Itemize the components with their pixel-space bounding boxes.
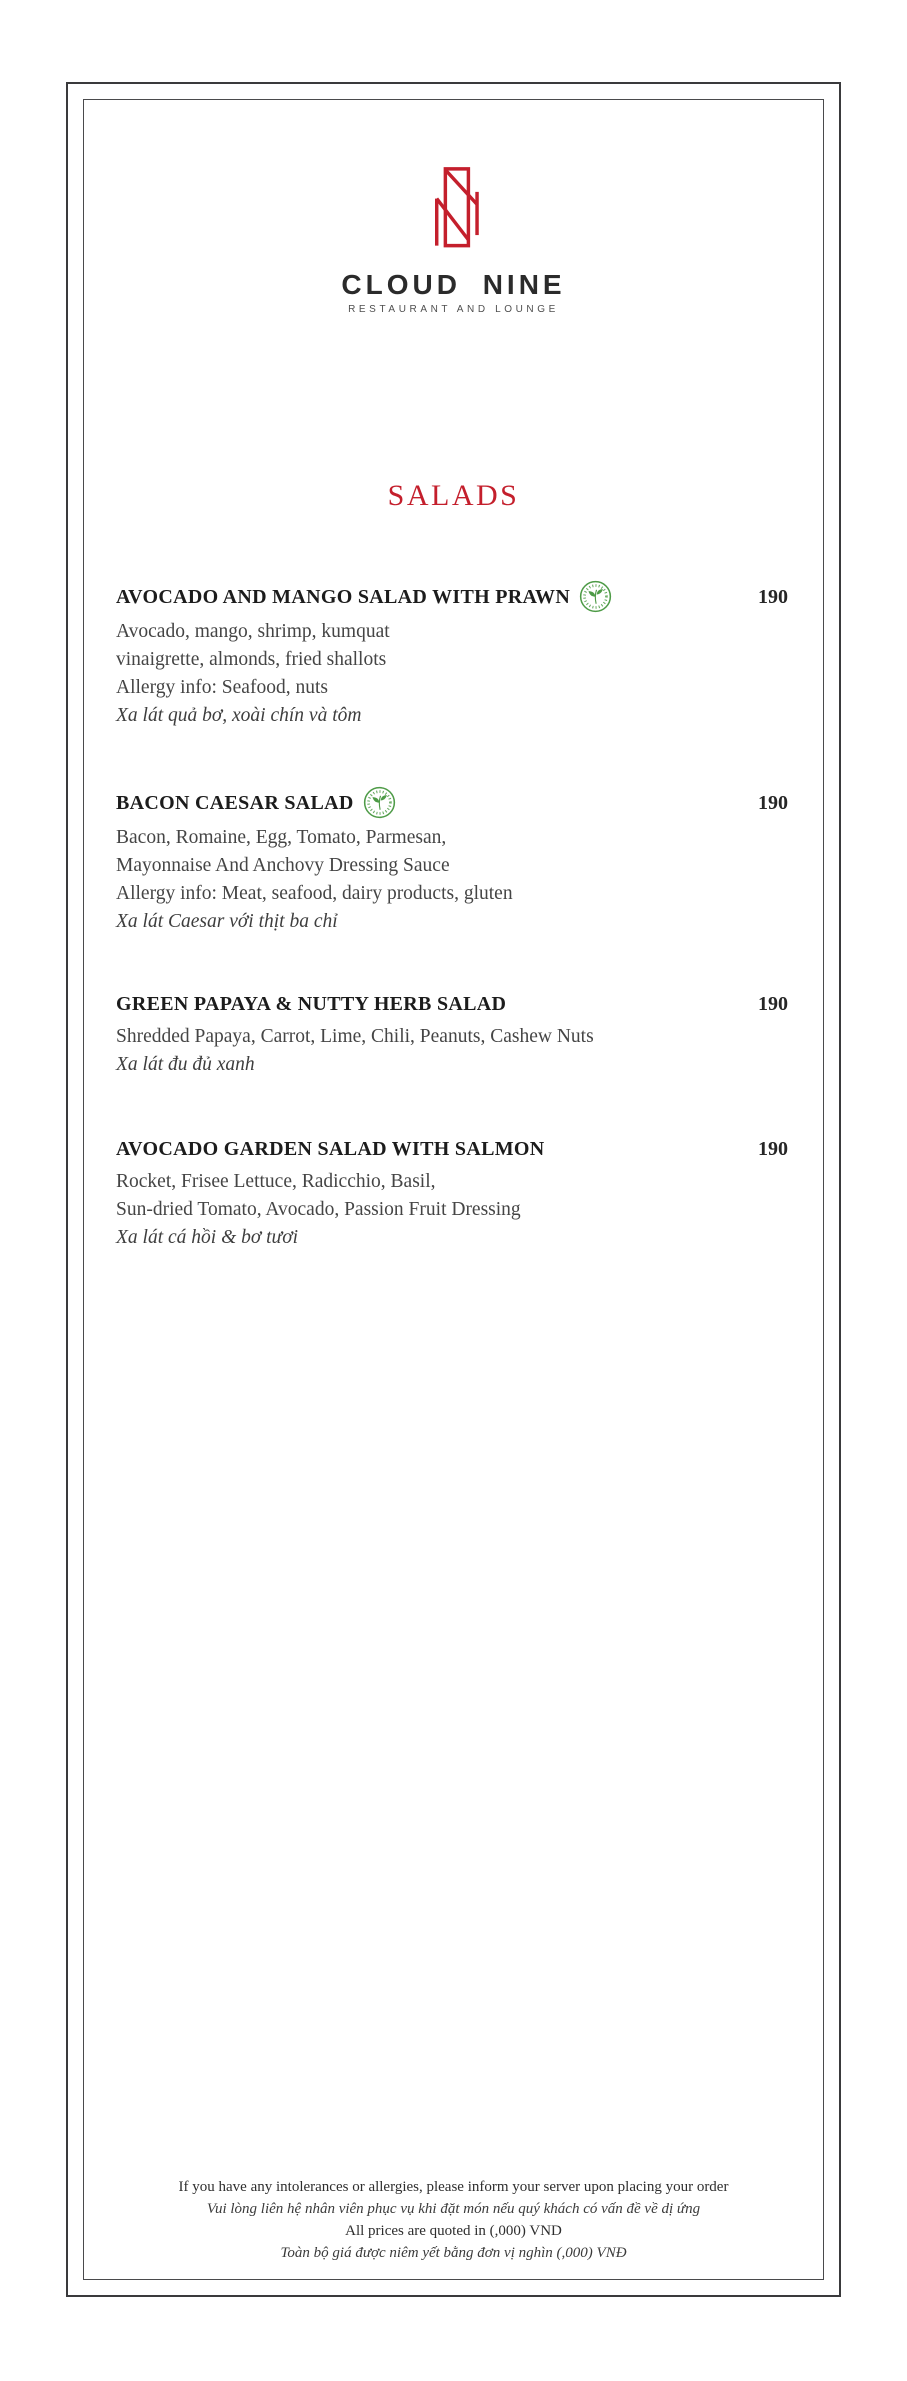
menu-item — [116, 580, 788, 730]
item-price: 190 — [758, 585, 788, 608]
item-title-row — [116, 580, 788, 613]
item-local-name: Xa lát quả bơ, xoài chín và tôm — [116, 705, 362, 726]
item-local-name: Xa lát cá hồi & bơ tươi — [116, 1227, 299, 1248]
section-title: SALADS — [387, 479, 520, 512]
vegetarian-friendly-icon — [363, 786, 396, 819]
item-title: AVOCADO AND MANGO SALAD WITH PRAWN — [116, 585, 571, 608]
item-description-line: Mayonnaise And Anchovy Dressing Sauce — [116, 855, 450, 876]
menu-item — [116, 990, 788, 1079]
item-local-name: Xa lát đu đủ xanh — [116, 1054, 255, 1075]
item-price: 190 — [758, 1138, 788, 1160]
cloud-nine-logo-icon — [421, 165, 487, 261]
footer-notes — [90, 2176, 817, 2264]
footer-price-note-vi: Toàn bộ giá được niêm yết bằng đơn vị nghìn (,000) VNĐ — [280, 2245, 627, 2261]
footer-allergy-note-en: If you have any intolerances or allergies, please inform your server upon placing your order — [178, 2179, 729, 2195]
item-price: 190 — [758, 791, 788, 814]
item-price: 190 — [758, 993, 788, 1015]
item-title-row — [116, 990, 788, 1018]
item-local-name: Xa lát Caesar với thịt ba chỉ — [116, 911, 338, 932]
menu-item — [116, 786, 788, 936]
brand-name: CLOUD NINE — [341, 269, 566, 300]
footer-price-note-en: All prices are quoted in (,000) VND — [345, 2223, 562, 2239]
item-title: GREEN PAPAYA & NUTTY HERB SALAD — [116, 993, 507, 1015]
brand-tagline: RESTAURANT AND LOUNGE — [348, 304, 559, 315]
item-description-line: vinaigrette, almonds, fried shallots — [116, 649, 387, 670]
item-title-row — [116, 1135, 788, 1163]
item-description-line: Bacon, Romaine, Egg, Tomato, Parmesan, — [116, 827, 447, 848]
item-description-line: Rocket, Frisee Lettuce, Radicchio, Basil, — [116, 1171, 436, 1192]
item-title: AVOCADO GARDEN SALAD WITH SALMON — [116, 1138, 545, 1160]
menu-item — [116, 1135, 788, 1252]
item-description-line: Sun-dried Tomato, Avocado, Passion Fruit Dressing — [116, 1199, 521, 1220]
item-title: BACON CAESAR SALAD — [116, 791, 354, 814]
footer-allergy-note-vi: Vui lòng liên hệ nhân viên phục vụ khi đặt món nếu quý khách có vấn đề về dị ứng — [206, 2201, 701, 2217]
item-allergy-info: Allergy info: Meat, seafood, dairy products, gluten — [116, 883, 513, 904]
item-title-row — [116, 786, 788, 819]
item-description-line: Avocado, mango, shrimp, kumquat — [116, 621, 390, 642]
item-allergy-info: Allergy info: Seafood, nuts — [116, 677, 328, 698]
vegetarian-friendly-icon — [579, 580, 612, 613]
item-description-line: Shredded Papaya, Carrot, Lime, Chili, Peanuts, Cashew Nuts — [116, 1026, 594, 1047]
